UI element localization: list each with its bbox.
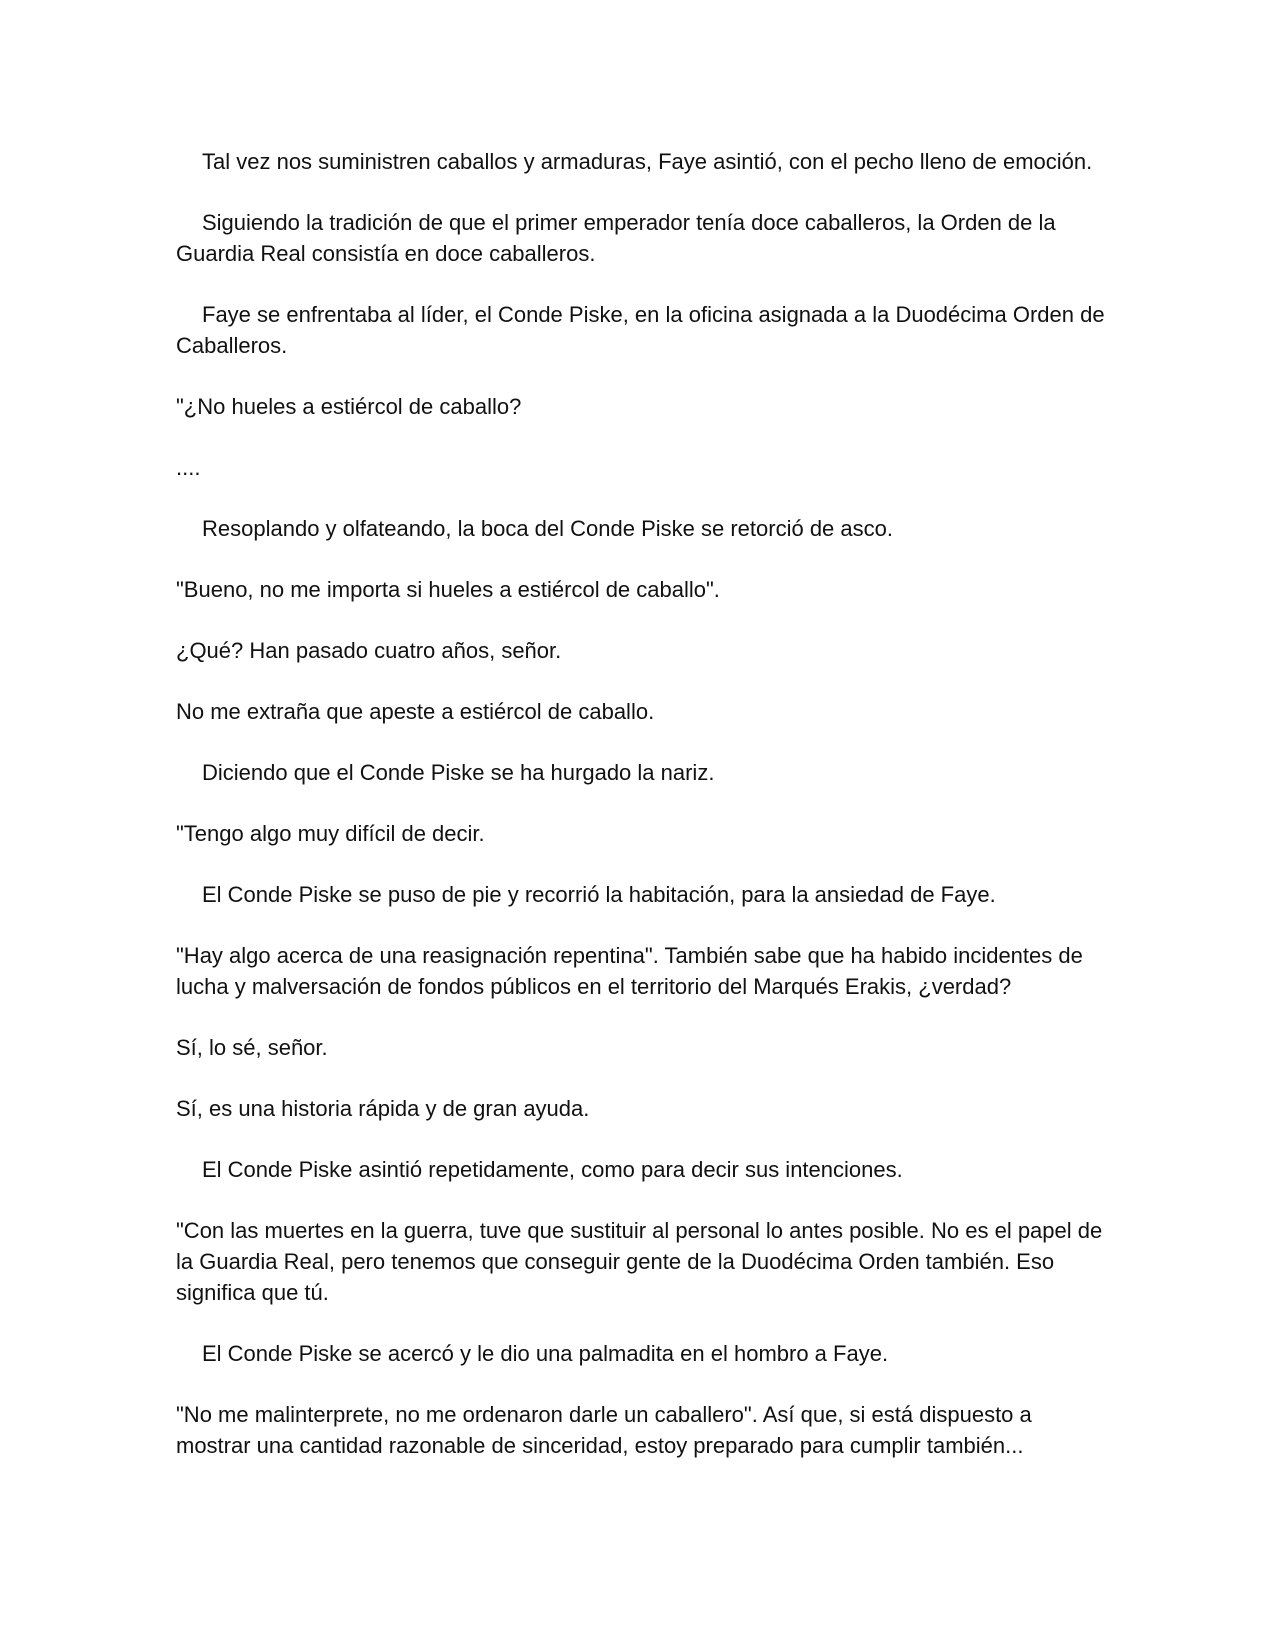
paragraph: ¿Qué? Han pasado cuatro años, señor.: [176, 638, 562, 663]
paragraph: Tal vez nos suministren caballos y armaduras, Faye asintió, con el pecho lleno de emoción.: [202, 149, 1093, 174]
paragraph: "Bueno, no me importa si hueles a estiércol de caballo".: [176, 577, 720, 602]
document-body: [176, 146, 1106, 1491]
paragraph: "No me malinterprete, no me ordenaron darle un caballero". Así que, si está dispuesto a mostrar una cantidad razonable de sinceridad, estoy preparado para cumplir también...: [176, 1402, 1032, 1458]
paragraph: El Conde Piske se acercó y le dio una palmadita en el hombro a Faye.: [202, 1341, 889, 1366]
paragraph: Faye se enfrentaba al líder, el Conde Piske, en la oficina asignada a la Duodécima Orden de Caballeros.: [176, 302, 1105, 358]
paragraph: El Conde Piske asintió repetidamente, como para decir sus intenciones.: [202, 1157, 903, 1182]
paragraph: Diciendo que el Conde Piske se ha hurgado la nariz.: [202, 760, 715, 785]
paragraph: "Hay algo acerca de una reasignación repentina". También sabe que ha habido incidentes de lucha y malversación de fondos públicos en el territorio del Marqués Erakis, ¿verdad?: [176, 943, 1083, 999]
paragraph: No me extraña que apeste a estiércol de caballo.: [176, 699, 655, 724]
paragraph: "¿No hueles a estiércol de caballo?: [176, 394, 522, 419]
paragraph: ....: [176, 455, 201, 480]
paragraph: "Con las muertes en la guerra, tuve que sustituir al personal lo antes posible. No es el papel de la Guardia Real, pero tenemos que conseguir gente de la Duodécima Orden también. Eso significa que tú.: [176, 1218, 1103, 1305]
paragraph: El Conde Piske se puso de pie y recorrió la habitación, para la ansiedad de Faye.: [202, 882, 996, 907]
paragraph: Siguiendo la tradición de que el primer emperador tenía doce caballeros, la Orden de la Guardia Real consistía en doce caballeros.: [176, 210, 1056, 266]
paragraph: "Tengo algo muy difícil de decir.: [176, 821, 485, 846]
paragraph: Sí, es una historia rápida y de gran ayuda.: [176, 1096, 590, 1121]
paragraph: Sí, lo sé, señor.: [176, 1035, 328, 1060]
paragraph: Resoplando y olfateando, la boca del Conde Piske se retorció de asco.: [202, 516, 893, 541]
